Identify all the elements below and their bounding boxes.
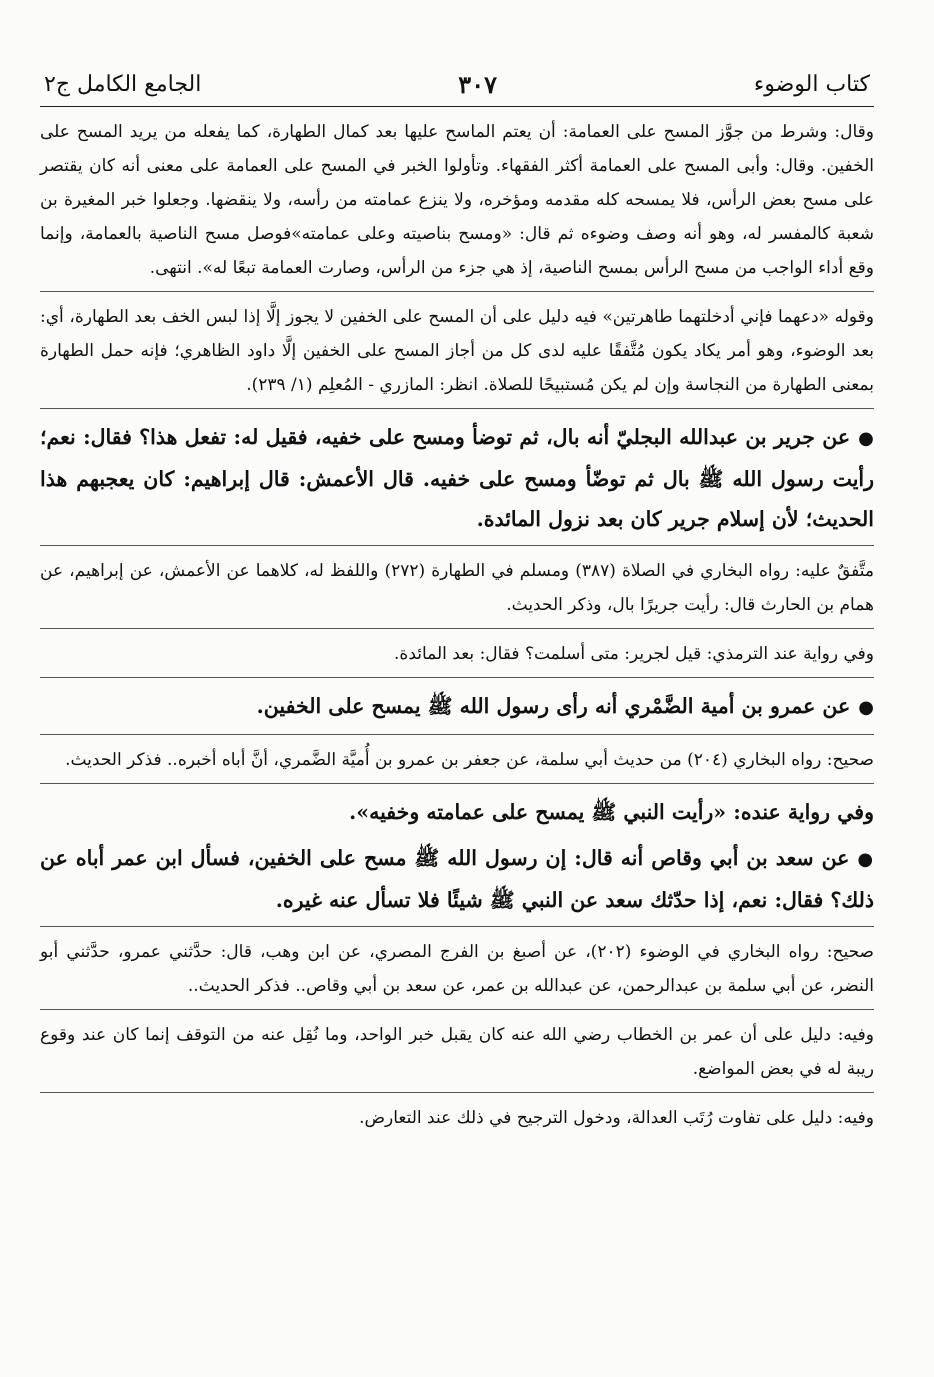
separator-rule	[40, 408, 874, 409]
book-title: الجامع الكامل ج٢	[44, 72, 202, 97]
hadith-text: عن عمرو بن أمية الضَّمْري أنه رأى رسول الله ﷺ يمسح على الخفين.	[256, 694, 851, 718]
hadith-narration: وفي رواية عنده: «رأيت النبي ﷺ يمسح على عمامته وخفيه».	[349, 800, 874, 824]
page-number: ٣٠٧	[458, 70, 497, 99]
commentary-paragraph: وفيه: دليل على تفاوت رُتَب العدالة، ودخول الترجيح في ذلك عند التعارض.	[359, 1108, 874, 1128]
commentary-paragraph: وقوله «دعهما فإني أدخلتهما طاهرتين» فيه دليل على أن المسح على الخفين لا يجوز إلَّا إذا لبس الخف بعد الطهارة، أي: بعد الوضوء، وهو أمر يكاد يكون مُتَّفقًا عليه لدى كل من أجاز المسح على الخفين إلَّا داود الظاهري؛ فإنه حمل الطهارة بمعنى الطهارة من النجاسة وإن لم يكن مُستبيحًا للصلاة. انظر: المازري - المُعلِم (١/ ٢٣٩).	[40, 307, 874, 395]
hadith-text: عن سعد بن أبي وقاص أنه قال: إن رسول الله ﷺ مسح على الخفين، فسأل ابن عمر أباه عن ذلك؟ فقال: نعم، إذا حدّثك سعد عن النبي ﷺ شيئًا فلا تسأل عنه غيره.	[40, 846, 874, 912]
commentary-paragraph: وقال: وشرط من جوَّز المسح على العمامة: أن يعتم الماسح عليها بعد كمال الطهارة، كما يفعله من يريد المسح على الخفين. وقال: وأبى المسح على العمامة أكثر الفقهاء. وتأولوا الخبر في المسح على العمامة على معنى أنه كان يقتصر على مسح بعض الرأس، فلا يمسحه كله مقدمه ومؤخره، ولا ينزع عمامته من رأسه، ولا ينقضها. وجعلوا خبر المغيرة بن شعبة كالمفسر له، وهو أنه وصف وضوءه ثم قال: «ومسح بناصيته وعلى عمامته»فوصل مسح الناصية بالعمامة، وإنما وقع أداء الواجب من مسح الرأس بمسح الناصية، إذ هي جزء من الرأس، وصارت العمامة تبعًا له». انتهى.	[40, 122, 874, 278]
commentary-paragraph: وفي رواية عند الترمذي: قيل لجرير: متى أسلمت؟ فقال: بعد المائدة.	[394, 644, 874, 664]
hadith-paragraph	[40, 838, 874, 920]
takhrij-paragraph: متَّفقٌ عليه: رواه البخاري في الصلاة (٣٨٧) ومسلم في الطهارة (٢٧٢) واللفظ له، كلاهما عن الأعمش، عن إبراهيم، عن همام بن الحارث قال: رأيت جريرًا بال، وذكر الحديث.	[40, 561, 874, 615]
hadith-paragraph	[40, 417, 874, 539]
separator-rule	[40, 734, 874, 735]
hadith-text: عن جرير بن عبدالله البجليّ أنه بال، ثم توضأ ومسح على خفيه، فقيل له: تفعل هذا؟ فقال: نعم؛ رأيت رسول الله ﷺ بال ثم توضّأ ومسح على خفيه. قال الأعمش: قال إبراهيم: كان يعجبهم هذا الحديث؛ لأن إسلام جرير كان بعد نزول المائدة.	[40, 425, 874, 531]
bullet-icon: ●	[857, 849, 874, 870]
separator-rule	[40, 783, 874, 784]
hadith-paragraph	[40, 686, 874, 728]
chapter-title: كتاب الوضوء	[753, 72, 870, 97]
separator-rule	[40, 291, 874, 292]
bullet-icon: ●	[858, 697, 874, 718]
takhrij-paragraph: صحيح: رواه البخاري (٢٠٤) من حديث أبي سلمة، عن جعفر بن عمرو بن أُميَّة الضَّمري، أنَّ أباه أخبره.. فذكر الحديث.	[65, 750, 874, 770]
bullet-icon: ●	[858, 428, 874, 449]
separator-rule	[40, 926, 874, 927]
page-header	[40, 56, 874, 107]
takhrij-paragraph: صحيح: رواه البخاري في الوضوء (٢٠٢)، عن أصبغ بن الفرج المصري، عن ابن وهب، قال: حدَّثني عمرو، حدَّثني أبو النضر، عن أبي سلمة بن عبدالرحمن، عن عبدالله بن عمر، عن سعد بن أبي وقاص.. فذكر الحديث..	[40, 942, 874, 996]
book-page	[40, 56, 874, 1141]
separator-rule	[40, 545, 874, 546]
separator-rule	[40, 677, 874, 678]
commentary-paragraph: وفيه: دليل على أن عمر بن الخطاب رضي الله عنه كان يقبل خبر الواحد، وما نُقِل عنه من التوقف إنما كان عند وقوع ريبة له في بعض المواضع.	[40, 1025, 874, 1079]
separator-rule	[40, 1092, 874, 1093]
separator-rule	[40, 1009, 874, 1010]
page-body	[40, 115, 874, 1135]
separator-rule	[40, 628, 874, 629]
